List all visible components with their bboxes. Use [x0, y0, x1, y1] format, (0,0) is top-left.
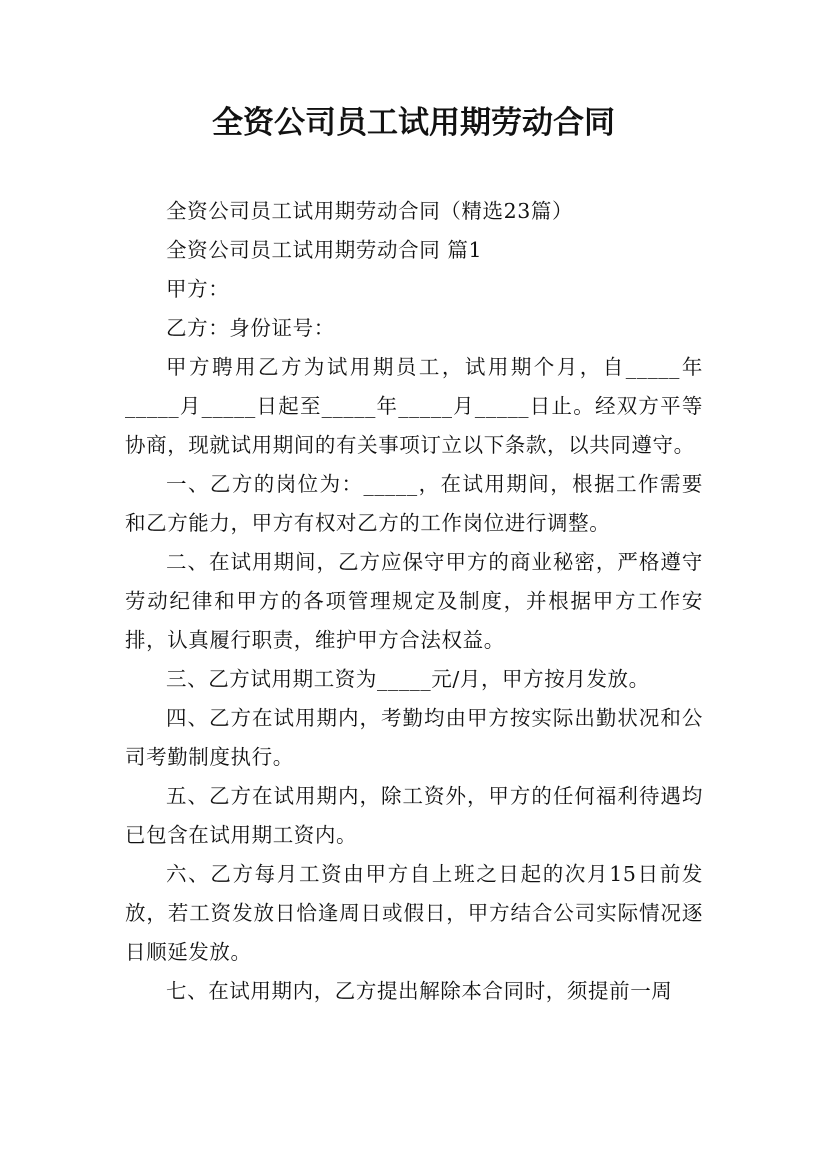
- paragraph-clause-2: 二、在试用期间，乙方应保守甲方的商业秘密，严格遵守劳动纪律和甲方的各项管理规定及制度，并根据甲方工作安排，认真履行职责，维护甲方合法权益。: [125, 550, 703, 652]
- paragraph-preamble: 甲方聘用乙方为试用期员工，试用期个月，自_____年_____月_____日起至_____年_____月_____日止。经双方平等协商，现就试用期间的有关事项订立以下条款，以共同遵守。: [125, 355, 703, 457]
- paragraph-party-a: 甲方：: [166, 277, 230, 301]
- paragraph-party-b: 乙方：身份证号：: [166, 316, 335, 340]
- document-title: 全资公司员工试用期劳动合同: [212, 105, 615, 141]
- paragraph-clause-5: 五、乙方在试用期内，除工资外，甲方的任何福利待遇均已包含在试用期工资内。: [125, 784, 703, 847]
- paragraph-subtitle: 全资公司员工试用期劳动合同（精选23篇）: [166, 199, 574, 223]
- paragraph-clause-3: 三、乙方试用期工资为_____元/月，甲方按月发放。: [166, 667, 650, 691]
- paragraph-clause-6: 六、乙方每月工资由甲方自上班之日起的次月15日前发放，若工资发放日恰逢周日或假日，甲方结合公司实际情况逐日顺延发放。: [125, 862, 703, 964]
- paragraph-clause-1: 一、乙方的岗位为：_____，在试用期间，根据工作需要和乙方能力，甲方有权对乙方的工作岗位进行调整。: [125, 472, 703, 535]
- document-body: [125, 192, 703, 1011]
- paragraph-section-heading: 全资公司员工试用期劳动合同 篇1: [166, 238, 483, 262]
- paragraph-clause-4: 四、乙方在试用期内，考勤均由甲方按实际出勤状况和公司考勤制度执行。: [125, 706, 703, 769]
- paragraph-clause-7: 七、在试用期内，乙方提出解除本合同时，须提前一周: [166, 979, 673, 1003]
